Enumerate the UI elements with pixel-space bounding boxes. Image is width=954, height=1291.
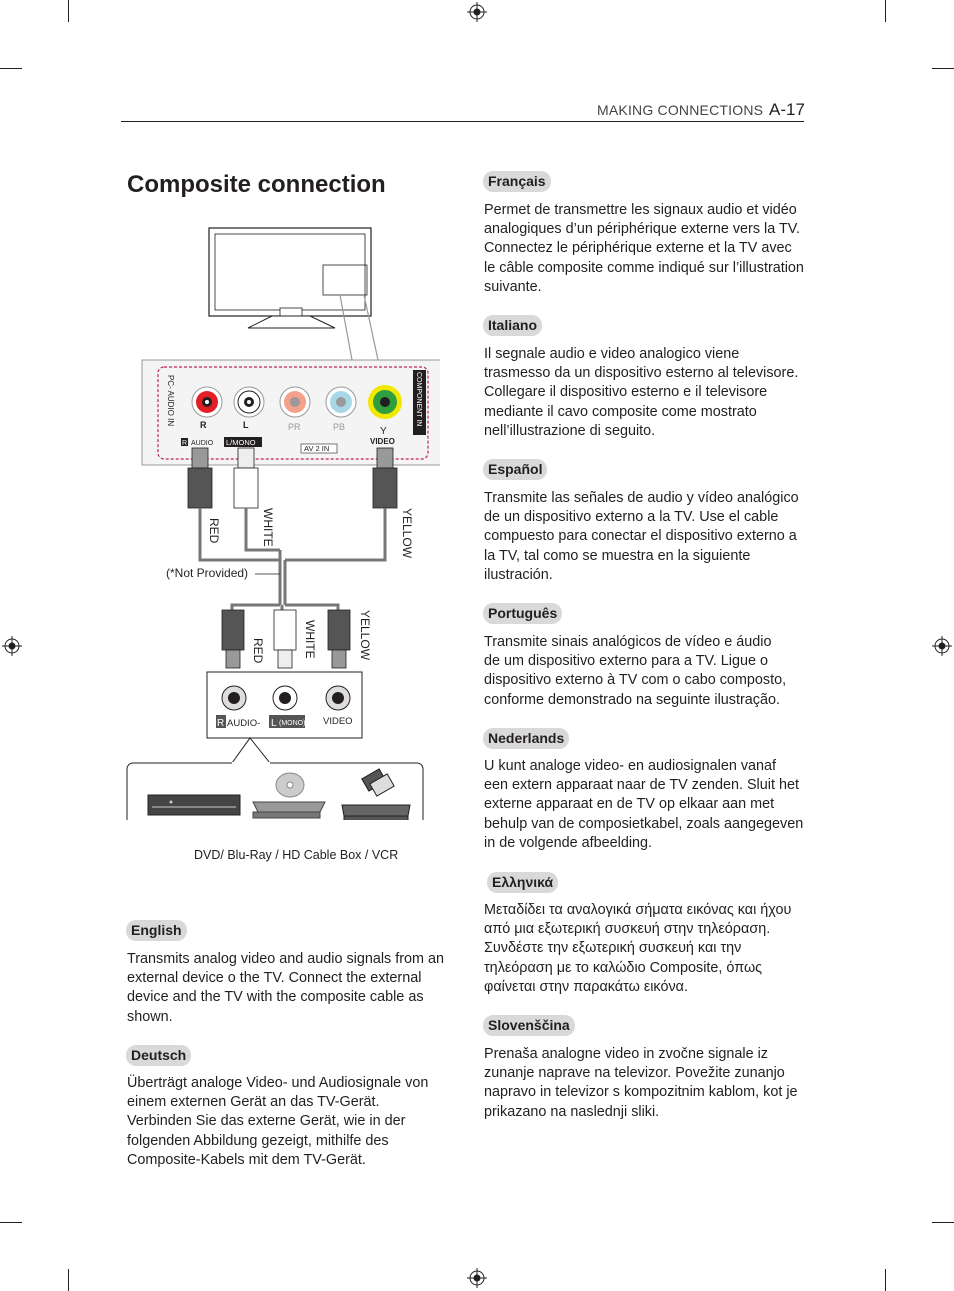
port-y-label: Y: [380, 426, 387, 437]
lang-badge-ellinika: Ελληνικά: [487, 872, 558, 893]
section-text-espanol: Transmite las señales de audio y vídeo analógico de un dispositivo externo a la TV. Use el cable compuesto para conectar el dispositivo externo a la TV, tal como se muestra en la siguiente ilustración.: [484, 490, 799, 583]
lang-badge-espanol: Español: [483, 459, 547, 480]
tv-input-panel: [142, 360, 440, 465]
header-divider: [121, 121, 804, 122]
crop-mark: [0, 1222, 22, 1223]
red-cable-label-lower: RED: [251, 638, 265, 664]
crop-mark: [0, 68, 22, 69]
audio-r-label: R: [182, 440, 188, 447]
section-header: MAKING CONNECTIONS: [597, 102, 764, 118]
lang-badge-francais: Français: [483, 171, 551, 192]
lang-badge-slovenscina: Slovenščina: [483, 1015, 575, 1036]
yellow-cable-label-lower: YELLOW: [358, 610, 372, 661]
section-text-deutsch: Überträgt analoge Video- und Audiosignale von einem externen Gerät an das TV-Gerät. Verbinden Sie das externe Gerät, wie in der folgenden Abbildung gezeigt, mithilfe des Composite-Kabels mit dem TV-Gerät.: [127, 1075, 429, 1168]
registration-mark-icon: [2, 636, 22, 656]
lang-badge-deutsch: Deutsch: [126, 1045, 191, 1066]
component-in-label: COMPONENT IN: [415, 372, 422, 427]
av2in-label: AV 2 IN: [304, 444, 330, 453]
section-text-francais: Permet de transmettre les signaux audio et vidéo analogiques d’un périphérique externe vers la TV. Connectez le périphérique externe et la TV avec le câble composite comme indiqué sur l’illustration suivante.: [484, 202, 804, 295]
lang-badge-italiano: Italiano: [483, 315, 542, 336]
device-audio-label: AUDIO-: [227, 718, 261, 729]
section-text-italiano: Il segnale audio e video analogico viene trasmesso da un dispositivo esterno al televisore. Collegare il dispositivo esterno e il televisore mediante il cavo composite come mostrato nell’illustrazione di seguito.: [484, 346, 799, 439]
registration-mark-icon: [467, 2, 487, 22]
device-output-panel: [207, 672, 362, 738]
lang-badge-portugues: Português: [483, 603, 562, 624]
callout-pointer: [232, 738, 270, 763]
figure-caption: DVD/ Blu-Ray / HD Cable Box / VCR: [194, 848, 399, 862]
red-cable-label: RED: [207, 518, 221, 544]
tv-illustration: [209, 228, 378, 360]
pc-audio-in-label: PC- AUDIO IN: [166, 375, 175, 427]
crop-mark: [932, 1222, 954, 1223]
device-l-label: L: [271, 718, 277, 729]
white-cable-label: WHITE: [261, 508, 275, 547]
lang-badge-english: English: [126, 920, 187, 941]
devices-illustration: [127, 763, 423, 820]
device-mono-label: (MONO): [279, 720, 306, 727]
lower-plugs: [222, 610, 350, 668]
port-pr-label: PR: [288, 422, 301, 432]
audio-label: AUDIO: [191, 440, 214, 447]
section-text-nederlands: U kunt analoge video- en audiosignalen vanaf een extern apparaat naar de TV zenden. Sluit het externe apparaat en de TV op elkaar aan met behulp van de composietkabel, zoals aangegeven in de volgende afbeelding.: [484, 758, 804, 851]
not-provided-label: (*Not Provided): [166, 566, 249, 580]
device-r-label: R: [217, 718, 225, 729]
crop-mark: [932, 68, 954, 69]
crop-mark: [885, 0, 886, 22]
lmono-label: L/MONO: [226, 438, 256, 447]
crop-mark: [68, 0, 69, 22]
video-label: VIDEO: [370, 437, 395, 446]
dvd-player-icon: [148, 795, 240, 815]
section-text-english: Transmits analog video and audio signals from an external device o the TV. Connect the external device and the TV with the composite cable as shown.: [127, 951, 445, 1025]
lang-badge-nederlands: Nederlands: [483, 728, 569, 749]
registration-mark-icon: [932, 636, 952, 656]
port-l-label: L: [243, 420, 249, 430]
registration-mark-icon: [467, 1268, 487, 1288]
section-text-portugues: Transmite sinais analógicos de vídeo e áudio de um dispositivo externo para a TV. Ligue o dispositivo externo à TV com o cabo composto, conforme demonstrado na seguinte ilustração.: [484, 634, 787, 708]
page-number: A-17: [769, 100, 805, 119]
crop-mark: [68, 1269, 69, 1291]
section-text-slovenscina: Prenaša analogne video in zvočne signale iz zunanje naprave na televizor. Povežite zunanjo napravo in televizor s kompozitnim kablom, kot je prikazano na naslednji sliki.: [484, 1046, 798, 1120]
yellow-cable-label: YELLOW: [400, 508, 414, 559]
white-cable-label-lower: WHITE: [303, 620, 317, 659]
crop-mark: [885, 1269, 886, 1291]
device-video-label: VIDEO: [323, 716, 353, 727]
section-text-ellinika: Μεταδίδει τα αναλογικά σήματα εικόνας και ήχου από μια εξωτερική συσκευή στην τηλεόραση. Συνδέστε την εξωτερική συσκευή και την τηλεόραση με το καλώδιο Composite, όπως φαίνεται στην παρακάτω εικόνα.: [484, 902, 792, 995]
port-r-label: R: [200, 420, 207, 430]
composite-connection-diagram: [120, 220, 440, 820]
page-title: Composite connection: [127, 171, 386, 198]
port-pb-label: PB: [333, 422, 346, 432]
composite-cable: [200, 508, 385, 612]
